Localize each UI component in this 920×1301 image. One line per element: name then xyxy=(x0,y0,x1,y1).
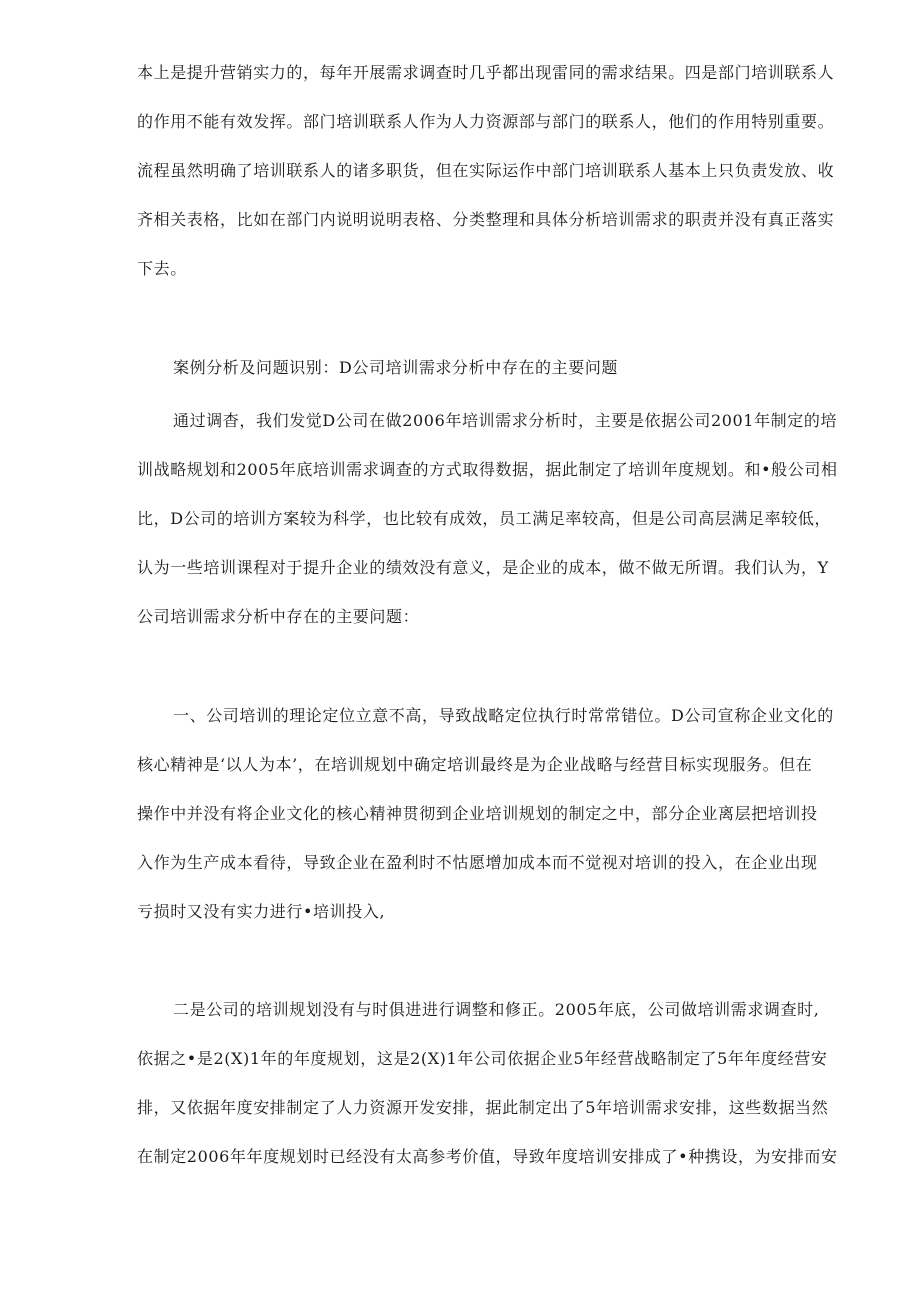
text-line: 的作用不能有效发挥。部门培训联系人作为人力资源部与部门的联系人，他们的作用特别重要。 xyxy=(137,112,835,131)
text-line: 比，D公司的培训方案较为科学，也比较有成效，员工满足率较高，但是公司高层满足率较低， xyxy=(137,509,832,528)
text-line: 齐相关表格，比如在部门内说明说明表格、分类整理和具体分析培训需求的职责并没有真正落实 xyxy=(137,210,835,229)
text-line: 排，又依据年度安排制定了人力资源开发安排，据此制定出了5年培训需求安排，这些数据当然 xyxy=(137,1098,829,1117)
paragraph-continuation xyxy=(137,48,853,293)
text-line: 二是公司的培训规划没有与时俱进进行调整和修正。2005年底，公司做培训需求调查时, xyxy=(173,1000,820,1019)
text-line: 认为一些培训课程对于提升企业的绩效没有意义，是企业的成本，做不做无所谓。我们认为，Y xyxy=(137,558,829,577)
text-line: 在制定2006年年度规划时已经没有太高参考价值，导致年度培训安排成了•种携设，为安排而安 xyxy=(137,1147,838,1166)
section-heading xyxy=(137,343,853,392)
text-line: 一、公司培训的理论定位立意不高，导致战略定位执行时常常错位。D公司宣称企业文化的 xyxy=(173,706,834,725)
text-line: 通过调杳，我们发觉D公司在做2006年培训需求分析时，主要是依据公司2001年制定的培 xyxy=(173,411,838,430)
text-line: 入作为生产成本看待，导致企业在盈利时不怙愿增加成本而不觉视对培训的投入，在企业出现 xyxy=(137,853,818,872)
text-line: 下去。 xyxy=(137,259,187,278)
text-line: 亏损时又没有实力进行•培训投入, xyxy=(137,902,386,921)
heading-text: 案例分析及问题识别：D公司培训需求分析中存在的主要问题 xyxy=(173,358,619,377)
text-line: 流程虽然明确了培训联系人的诸多职货，但在实际运作中部门培训联系人基本上只负责发放、收 xyxy=(137,161,835,180)
paragraph-problem-two xyxy=(137,985,853,1181)
text-line: 训战略规划和2005年底培训需求调查的方式取得数据，据此制定了培训年度规划。和•般公司相 xyxy=(137,460,838,479)
text-line: 依据之•是2(X)1年的年度规划，这是2(X)1年公司依据企业5年经营战略制定了5年年度经营安 xyxy=(137,1049,828,1068)
paragraph-problem-one xyxy=(137,691,853,936)
text-line: 公司培训需求分析中存在的主要问题： xyxy=(137,607,420,626)
text-line: 核心精神是‘以人为本’，在培训规划中确定培训最终是为企业战略与经营目标实现服务。但在 xyxy=(137,755,813,774)
paragraph-survey xyxy=(137,396,853,641)
text-line: 操作中并没有将企业文化的核心精神贯彻到企业培训规划的制定之中，部分企业离层把培训投 xyxy=(137,804,818,823)
text-line: 本上是提升营销实力的，每年开展需求调查时几乎都出现雷同的需求结果。四是部门培训联系人 xyxy=(137,63,835,82)
